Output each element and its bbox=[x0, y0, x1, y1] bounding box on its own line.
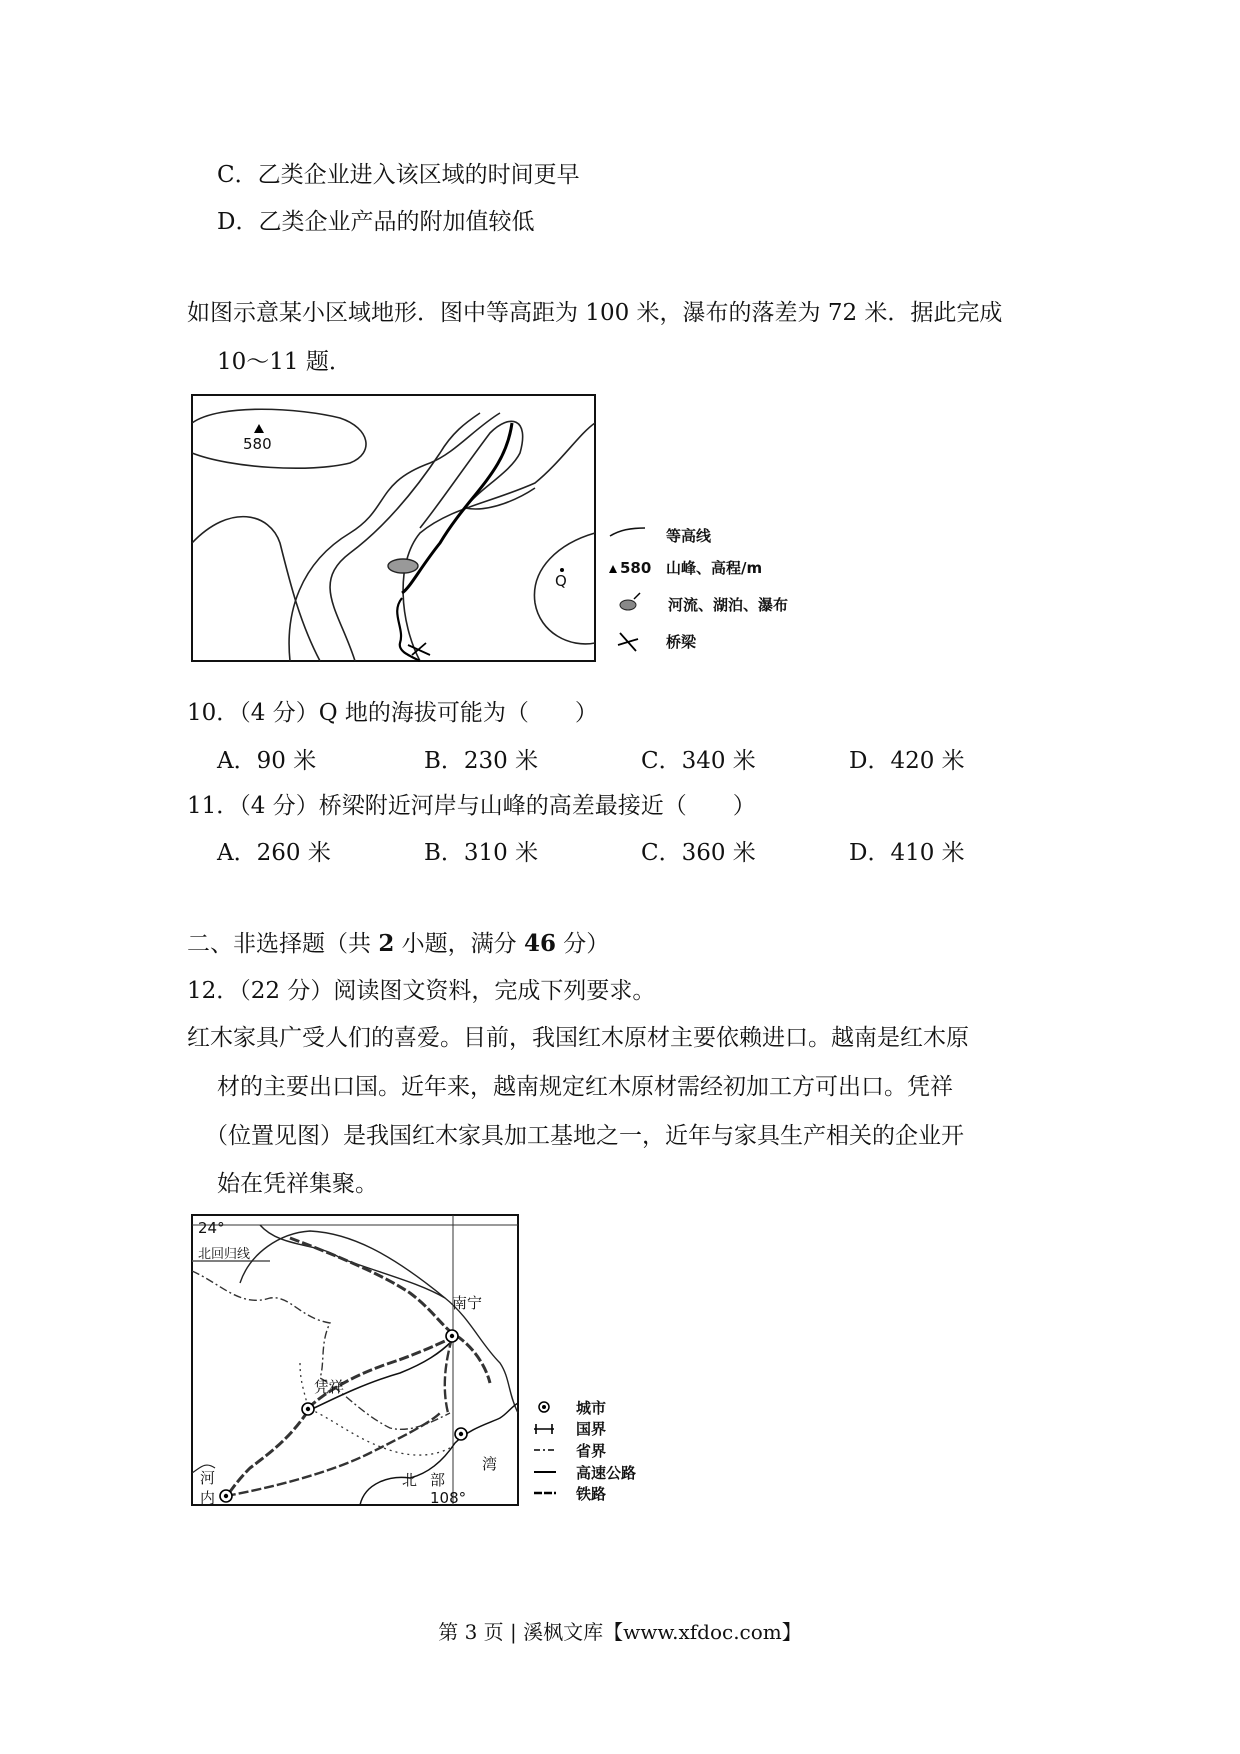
city-icon bbox=[459, 1432, 463, 1436]
peak-icon bbox=[254, 424, 264, 433]
city-legend-icon bbox=[542, 1405, 546, 1409]
q12-paragraph-line-1: 红木家具广受人们的喜爱。目前，我国红木原材主要依赖进口。越南是红木原 bbox=[187, 1025, 969, 1051]
q-label: Q bbox=[555, 572, 567, 590]
q12-paragraph-line-4: 始在凭祥集聚。 bbox=[217, 1171, 378, 1197]
q11-option-d: D．410 米 bbox=[849, 840, 965, 866]
gulf-label-2: 部 bbox=[430, 1471, 446, 1489]
city-label-hanoi-1: 河 bbox=[200, 1469, 216, 1487]
longitude-label: 108° bbox=[430, 1489, 467, 1507]
gulf-label-3: 湾 bbox=[482, 1455, 498, 1473]
q11-option-b: B．310 米 bbox=[424, 840, 539, 866]
intro-line-2: 10～11 题． bbox=[217, 349, 352, 375]
section-heading: 二、非选择题（共 2 小题，满分 46 分） bbox=[187, 930, 610, 957]
legend-city: 城市 bbox=[576, 1399, 607, 1417]
tropic-label: 北回归线 bbox=[198, 1247, 251, 1262]
contour-line bbox=[420, 421, 535, 528]
railway bbox=[226, 1411, 308, 1496]
border-legend-icon bbox=[534, 1424, 554, 1434]
river bbox=[402, 423, 512, 593]
bridge-legend-icon bbox=[618, 633, 638, 651]
contour-line bbox=[289, 413, 500, 661]
latitude-label: 24° bbox=[198, 1219, 225, 1237]
page-footer: 第 3 页 | 溪枫文库【www.xfdoc.com】 bbox=[438, 1620, 802, 1644]
q10-option-b: B．230 米 bbox=[424, 748, 539, 774]
lake bbox=[388, 559, 418, 573]
region-map-figure bbox=[190, 1213, 670, 1513]
option-d: D．乙类企业产品的附加值较低 bbox=[217, 209, 535, 235]
legend-border: 国界 bbox=[576, 1420, 607, 1438]
city-icon bbox=[224, 1494, 228, 1498]
peak-legend-icon bbox=[609, 565, 617, 573]
city-label-pingxiang: 凭祥 bbox=[314, 1378, 345, 1396]
q12-stem: 12．（22 分）阅读图文资料，完成下列要求。 bbox=[187, 978, 656, 1004]
gulf-label-1: 北 bbox=[402, 1471, 418, 1489]
bridge-icon bbox=[408, 643, 430, 655]
q10-option-c: C．340 米 bbox=[641, 748, 756, 774]
river bbox=[240, 1231, 445, 1298]
legend-water: 河流、湖泊、瀑布 bbox=[668, 596, 789, 614]
contour-line bbox=[330, 413, 480, 661]
railway bbox=[308, 1338, 452, 1408]
q12-paragraph-line-2: 材的主要出口国。近年来，越南规定红木原材需经初加工方可出口。凭祥 bbox=[217, 1074, 953, 1100]
legend-peak-value: 580 bbox=[620, 559, 652, 577]
water-legend-icon bbox=[634, 593, 640, 599]
option-c: C．乙类企业进入该区域的时间更早 bbox=[217, 162, 580, 188]
legend-railway: 铁路 bbox=[576, 1485, 607, 1503]
legend-contour: 等高线 bbox=[666, 527, 712, 545]
city-label-nanning: 南宁 bbox=[452, 1294, 483, 1312]
city-icon bbox=[306, 1407, 310, 1411]
q12-paragraph-line-3: （位置见图）是我国红木家具加工基地之一，近年与家具生产相关的企业开 bbox=[205, 1123, 964, 1149]
city-icon bbox=[450, 1334, 454, 1338]
national-border bbox=[300, 1363, 450, 1455]
legend-province: 省界 bbox=[576, 1442, 607, 1460]
q10-stem: 10．（4 分）Q 地的海拔可能为（ ） bbox=[187, 700, 598, 726]
highway bbox=[308, 1341, 452, 1411]
q10-option-d: D．420 米 bbox=[849, 748, 965, 774]
railway bbox=[445, 1338, 452, 1413]
peak-elevation-label: 580 bbox=[243, 435, 272, 453]
contour-legend-icon bbox=[610, 528, 645, 536]
city-label-hanoi-2: 内 bbox=[200, 1489, 216, 1507]
legend-bridge: 桥梁 bbox=[666, 633, 697, 651]
contour-line bbox=[192, 409, 366, 468]
q11-stem: 11．（4 分）桥梁附近河岸与山峰的高差最接近（ ） bbox=[187, 793, 756, 819]
contour-map-figure bbox=[190, 393, 830, 668]
q11-option-a: A．260 米 bbox=[217, 840, 331, 866]
legend-peak: 山峰、高程/m bbox=[666, 559, 763, 577]
intro-line-1: 如图示意某小区域地形．图中等高距为 100 米，瀑布的落差为 72 米．据此完成 bbox=[187, 300, 1003, 326]
legend-highway: 高速公路 bbox=[576, 1464, 637, 1482]
river bbox=[260, 1225, 518, 1413]
water-legend-icon bbox=[620, 600, 636, 610]
q10-option-a: A．90 米 bbox=[217, 748, 317, 774]
q11-option-c: C．360 米 bbox=[641, 840, 756, 866]
